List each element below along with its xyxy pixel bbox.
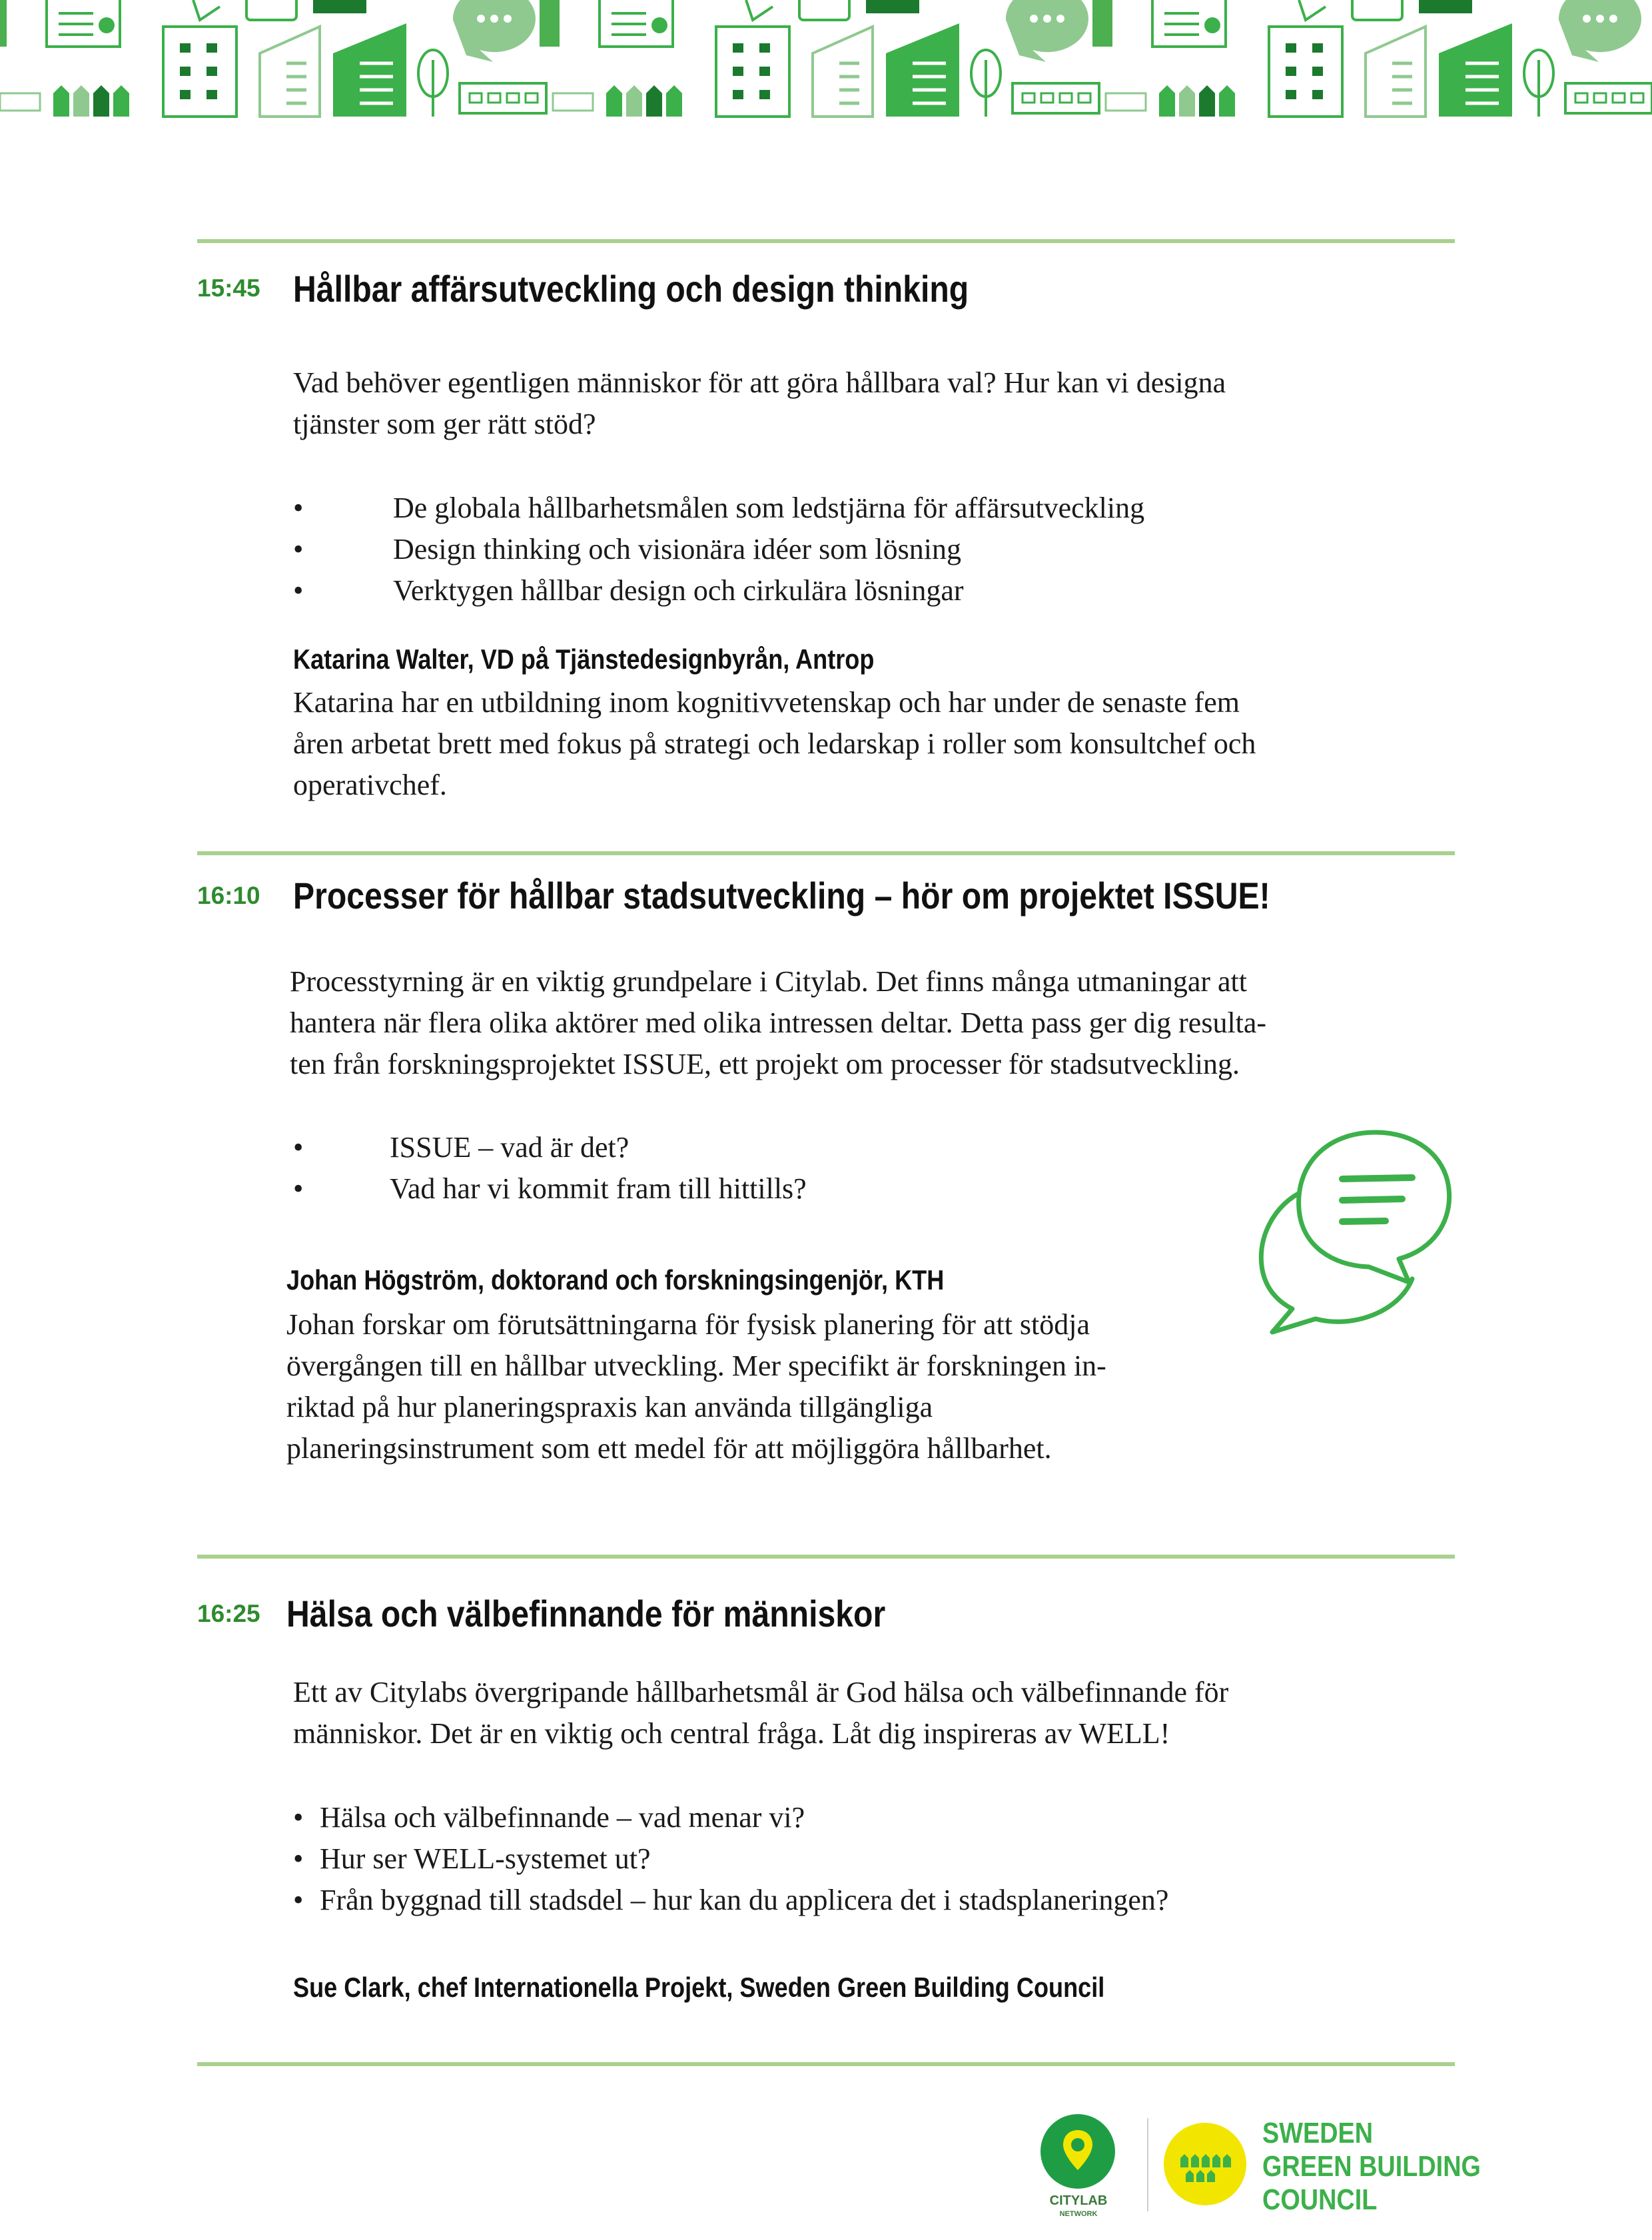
list-item-text: ISSUE – vad är det?: [390, 1131, 629, 1164]
session-time: 15:45: [197, 274, 260, 302]
intro-line: tjänster som ger rätt stöd?: [293, 408, 596, 440]
section-divider: [197, 851, 1455, 855]
list-item-text: Hur ser WELL-systemet ut?: [320, 1842, 651, 1875]
intro-line: Ett av Citylabs övergripande hållbarhetsmål är God hälsa och välbefinnande för: [293, 1676, 1229, 1708]
bio-line: riktad på hur planeringspraxis kan använda tillgängliga: [286, 1391, 933, 1423]
intro-line: människor. Det är en viktig och central fråga. Låt dig inspireras av WELL!: [293, 1717, 1170, 1750]
list-item: [293, 570, 1144, 611]
session-intro: [293, 362, 1226, 445]
list-item-text: Vad har vi kommit fram till hittills?: [390, 1172, 807, 1205]
bio-line: Johan forskar om förutsättningarna för fysisk planering för att stödja: [286, 1308, 1090, 1341]
bullet-list: [293, 488, 1144, 611]
bullet-list: [293, 1127, 807, 1210]
speaker-name: Sue Clark, chef Internationella Projekt, Sweden Green Building Council: [293, 1972, 1105, 2003]
speaker-name: Katarina Walter, VD på Tjänstedesignbyrån, Antrop: [293, 643, 875, 675]
bullet-icon: •: [293, 1842, 304, 1875]
speaker-bio: [286, 1304, 1106, 1469]
logo-divider: [1147, 2118, 1148, 2211]
bullet-icon: •: [293, 1131, 304, 1164]
sgbc-line: COUNCIL: [1262, 2183, 1378, 2216]
session-title: Processer för hållbar stadsutveckling – hör om projektet ISSUE!: [293, 875, 1270, 917]
bio-line: övergången till en hållbar utveckling. Mer specifikt är forskningen in-: [286, 1349, 1106, 1382]
chat-bubbles-icon: [1252, 1126, 1479, 1339]
session-intro: [290, 961, 1266, 1085]
session-title: Hållbar affärsutveckling och design thinking: [293, 268, 969, 310]
session-time: 16:10: [197, 882, 260, 909]
bio-line: operativchef.: [293, 769, 447, 801]
sgbc-logo-icon: [1162, 2121, 1248, 2207]
list-item-text: Från byggnad till stadsdel – hur kan du applicera det i stadsplaneringen?: [320, 1884, 1169, 1916]
session-title: Hälsa och välbefinnande för människor: [286, 1593, 886, 1635]
list-item: [293, 488, 1144, 529]
list-item: [293, 1838, 1168, 1880]
list-item: [293, 1168, 807, 1210]
citylab-pin-icon: [1038, 2111, 1118, 2191]
list-item-text: Hälsa och välbefinnande – vad menar vi?: [320, 1801, 805, 1834]
section-divider: [197, 1555, 1455, 1559]
sgbc-line: GREEN BUILDING: [1262, 2150, 1481, 2183]
section-divider: [197, 2062, 1455, 2066]
bio-line: planeringsinstrument som ett medel för att möjliggöra hållbarhet.: [286, 1432, 1052, 1465]
bullet-icon: •: [293, 492, 304, 524]
intro-line: ten från forskningsprojektet ISSUE, ett projekt om processer för stadsutveckling.: [290, 1048, 1240, 1080]
bio-line: Katarina har en utbildning inom kognitivvetenskap och har under de senaste fem: [293, 686, 1240, 719]
session-intro: [293, 1672, 1228, 1754]
intro-line: Vad behöver egentligen människor för att göra hållbara val? Hur kan vi designa: [293, 366, 1226, 399]
banner-illustration: [0, 0, 1652, 120]
bullet-icon: •: [293, 574, 304, 607]
bullet-icon: •: [293, 533, 304, 565]
list-item-text: Design thinking och visionära idéer som lösning: [393, 533, 961, 565]
list-item: [293, 1127, 807, 1168]
list-item: [293, 1797, 1168, 1838]
bullet-icon: •: [293, 1801, 304, 1834]
sgbc-line: SWEDEN: [1262, 2117, 1374, 2149]
bio-line: åren arbetat brett med fokus på strategi och ledarskap i roller som konsultchef och: [293, 727, 1256, 760]
bullet-list: [293, 1797, 1168, 1921]
bullet-icon: •: [293, 1172, 304, 1205]
citylab-label-text: CITYLAB: [1049, 2193, 1108, 2208]
list-item: [293, 529, 1144, 570]
intro-line: Processtyrning är en viktig grundpelare i Citylab. Det finns många utmaningar att: [290, 965, 1247, 998]
list-item-text: De globala hållbarhetsmålen som ledstjärna för affärsutveckling: [393, 492, 1145, 524]
session-time: 16:25: [197, 1600, 260, 1627]
section-divider: [197, 239, 1455, 243]
list-item: [293, 1880, 1168, 1921]
intro-line: hantera när flera olika aktörer med olika intressen deltar. Detta pass ger dig resulta-: [290, 1006, 1267, 1039]
list-item-text: Verktygen hållbar design och cirkulära lösningar: [393, 574, 964, 607]
citylab-sub-text: NETWORK: [1059, 2210, 1098, 2218]
citylab-logo-label: [1048, 2194, 1108, 2221]
speaker-name: Johan Högström, doktorand och forskningsingenjör, KTH: [286, 1264, 945, 1296]
bullet-icon: •: [293, 1884, 304, 1916]
sgbc-wordmark: [1262, 2117, 1481, 2217]
speaker-bio: [293, 682, 1256, 806]
